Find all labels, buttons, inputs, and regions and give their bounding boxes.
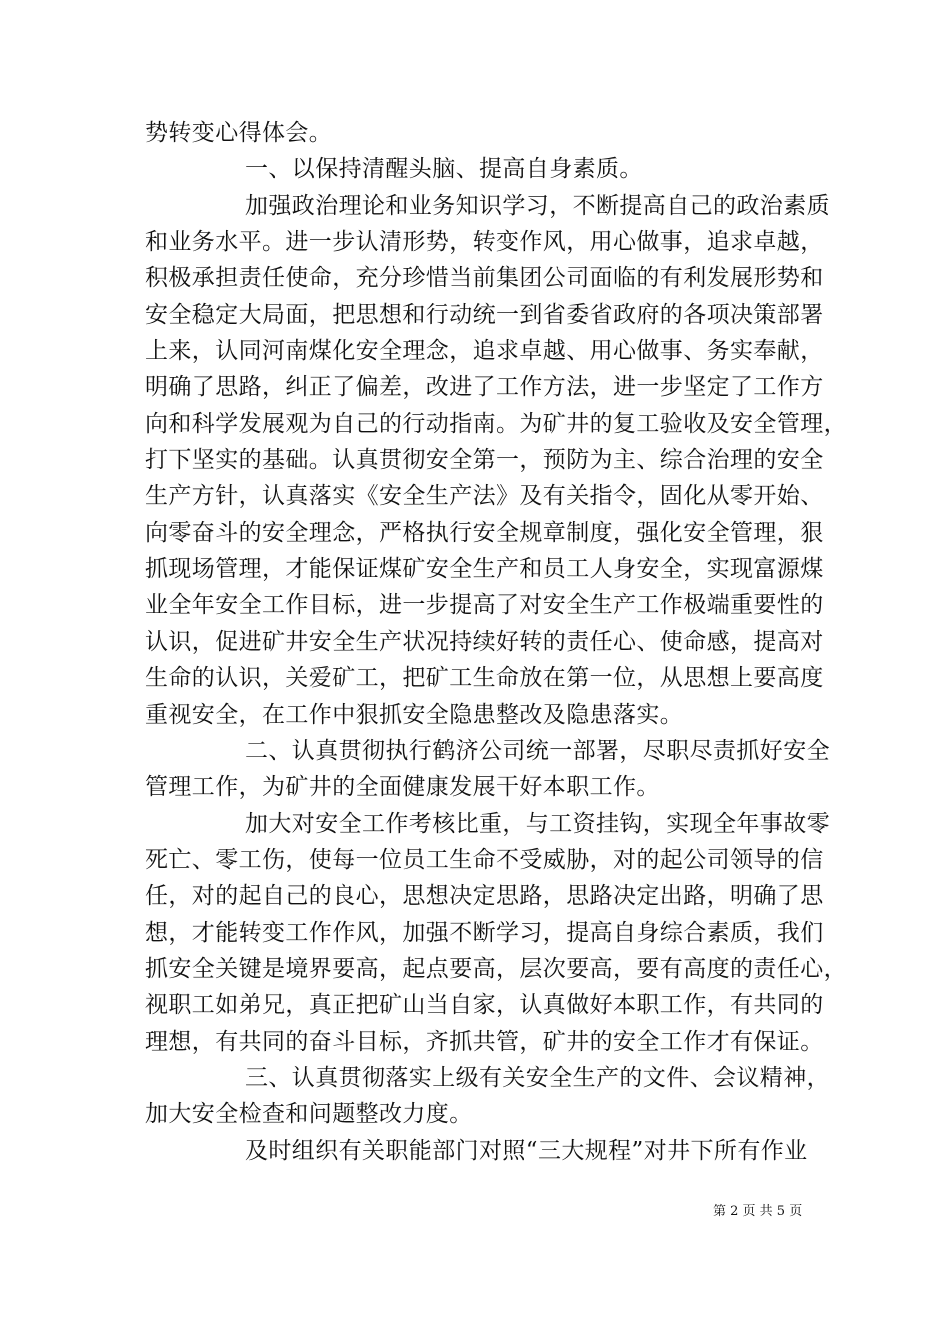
text-line: 及时组织有关职能部门对照“三大规程”对井下所有作业: [245, 1137, 808, 1164]
text-line: 和业务水平。进一步认清形势，转变作风，用心做事，追求卓越，: [145, 229, 824, 256]
text-line: 认识，促进矿井安全生产状况持续好转的责任心、使命感，提高对: [145, 628, 824, 655]
text-line: 抓现场管理，才能保证煤矿安全生产和员工人身安全，实现富源煤: [145, 556, 824, 583]
text-line: 任，对的起自己的良心，思想决定思路，思路决定出路，明确了思: [145, 883, 824, 910]
section-heading-3: 三、认真贯彻落实上级有关安全生产的文件、会议精神，: [245, 1064, 830, 1091]
text-line: 向和科学发展观为自己的行动指南。为矿井的复工验收及安全管理，: [145, 410, 847, 437]
page-number-footer: 第 2 页 共 5 页: [713, 1204, 803, 1219]
text-line: 加大对安全工作考核比重，与工资挂钩，实现全年事故零: [245, 810, 830, 837]
text-line: 业全年安全工作目标，进一步提高了对安全生产工作极端重要性的: [145, 592, 824, 619]
text-line: 加强政治理论和业务知识学习，不断提高自己的政治素质: [245, 192, 830, 219]
text-line: 明确了思路，纠正了偏差，改进了工作方法，进一步坚定了工作方: [145, 374, 824, 401]
section-heading-1: 一、以保持清醒头脑、提高自身素质。: [245, 156, 643, 183]
text-line: 想，才能转变工作作风，加强不断学习，提高自身综合素质，我们: [145, 919, 824, 946]
text-line: 生产方针，认真落实《安全生产法》及有关指令，固化从零开始、: [145, 483, 824, 510]
text-line: 抓安全关键是境界要高，起点要高，层次要高，要有高度的责任心，: [145, 955, 847, 982]
text-line: 向零奋斗的安全理念，严格执行安全规章制度，强化安全管理，狠: [145, 519, 824, 546]
text-line: 理想，有共同的奋斗目标，齐抓共管，矿井的安全工作才有保证。: [145, 1028, 824, 1055]
document-body: [145, 115, 847, 1169]
text-line: 积极承担责任使命，充分珍惜当前集团公司面临的有利发展形势和: [145, 265, 824, 292]
text-line: 生命的认识，关爱矿工，把矿工生命放在第一位，从思想上要高度: [145, 665, 824, 692]
text-line: 势转变心得体会。: [145, 120, 333, 146]
text-line: 视职工如弟兄，真正把矿山当自家，认真做好本职工作，有共同的: [145, 992, 824, 1019]
text-line: 管理工作，为矿井的全面健康发展干好本职工作。: [145, 774, 660, 801]
text-line: 上来，认同河南煤化安全理念，追求卓越、用心做事、务实奉献，: [145, 338, 824, 365]
text-line: 安全稳定大局面，把思想和行动统一到省委省政府的各项决策部署: [145, 301, 824, 328]
text-line: 打下坚实的基础。认真贯彻安全第一，预防为主、综合治理的安全: [145, 447, 824, 474]
text-line: 重视安全，在工作中狠抓安全隐患整改及隐患落实。: [145, 701, 684, 728]
text-line: 死亡、零工伤，使每一位员工生命不受威胁，对的起公司领导的信: [145, 846, 824, 873]
text-line: 加大安全检查和问题整改力度。: [145, 1101, 473, 1128]
section-heading-2: 二、认真贯彻执行鹤济公司统一部署，尽职尽责抓好安全: [245, 737, 830, 764]
